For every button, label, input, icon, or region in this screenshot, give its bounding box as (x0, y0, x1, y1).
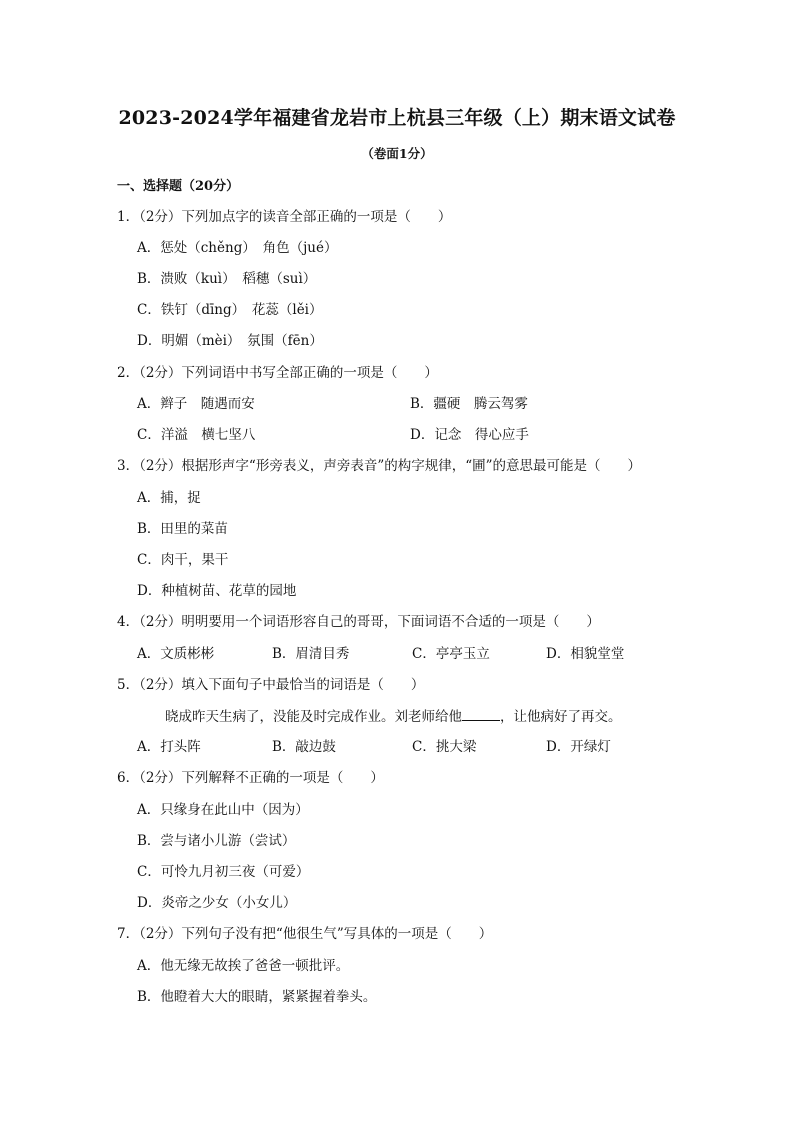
question-2-stem: 2．（2分）下列词语中书写全部正确的一项是（ ） (117, 365, 438, 381)
question-6-option-a: A．只缘身在此山中（因为） (137, 802, 309, 818)
question-1-option-c: C．铁钉（dīng） 花蕊（lěi） (137, 302, 323, 318)
question-5-option-c: C．挑大梁 (412, 739, 477, 755)
question-6-option-b: B．尝与诸小儿游（尝试） (137, 833, 296, 849)
question-4-stem: 4．（2分）明明要用一个词语形容自己的哥哥，下面词语不合适的一项是（ ） (117, 614, 600, 630)
question-4-option-b: B．眉清目秀 (272, 646, 350, 662)
question-7-stem: 7．（2分）下列句子没有把“他很生气”写具体的一项是（ ） (117, 926, 493, 942)
question-5-sentence-before: 晓成昨天生病了，没能及时完成作业。刘老师给他 (165, 709, 462, 725)
question-4-option-a: A．文质彬彬 (137, 646, 215, 662)
fill-in-blank (462, 707, 500, 721)
question-5-option-a: A．打头阵 (137, 739, 201, 755)
question-7-option-a: A．他无缘无故挨了爸爸一顿批评。 (137, 958, 350, 974)
question-3-option-b: B．田里的菜苗 (137, 521, 228, 537)
question-4-option-d: D．相貌堂堂 (546, 646, 625, 662)
question-6-option-c: C．可怜九月初三夜（可爱） (137, 864, 310, 880)
question-5-sentence (165, 707, 622, 726)
section-heading: 一、选择题（20分） (117, 179, 240, 194)
question-1-stem: 1．（2分）下列加点字的读音全部正确的一项是（ ） (117, 209, 452, 225)
question-1-option-a: A．惩处（chěng） 角色（jué） (137, 240, 338, 256)
question-5-stem: 5．（2分）填入下面句子中最恰当的词语是（ ） (117, 677, 425, 693)
question-3-option-d: D．种植树苗、花草的园地 (137, 583, 297, 599)
question-2-option-b: B．疆硬 腾云驾雾 (410, 396, 528, 412)
question-1-option-b: B．溃败（kuì） 稻穗（suì） (137, 271, 317, 287)
question-3-option-c: C．肉干，果干 (137, 552, 229, 568)
page-subtitle: （卷面1分） (361, 146, 433, 161)
question-5-option-d: D．开绿灯 (546, 739, 611, 755)
question-6-stem: 6．（2分）下列解释不正确的一项是（ ） (117, 770, 384, 786)
question-5-sentence-after: ，让他病好了再交。 (500, 709, 622, 725)
question-7-option-b: B．他瞪着大大的眼睛，紧紧握着拳头。 (137, 989, 377, 1005)
question-2-option-a: A．辫子 随遇而安 (137, 396, 255, 412)
question-3-option-a: A．捕，捉 (137, 490, 201, 506)
question-4-option-c: C．亭亭玉立 (412, 646, 490, 662)
question-3-stem: 3．（2分）根据形声字“形旁表义，声旁表音”的构字规律，“圃”的意思最可能是（ ） (117, 458, 642, 474)
page-title: 2023-2024学年福建省龙岩市上杭县三年级（上）期末语文试卷 (118, 107, 676, 129)
question-2-option-c: C．洋溢 横七坚八 (137, 427, 256, 443)
question-5-option-b: B．敲边鼓 (272, 739, 336, 755)
question-2-option-d: D．记念 得心应手 (410, 427, 529, 443)
question-1-option-d: D．明媚（mèi） 氛围（fēn） (137, 333, 323, 349)
question-6-option-d: D．炎帝之少女（小女儿） (137, 895, 297, 911)
